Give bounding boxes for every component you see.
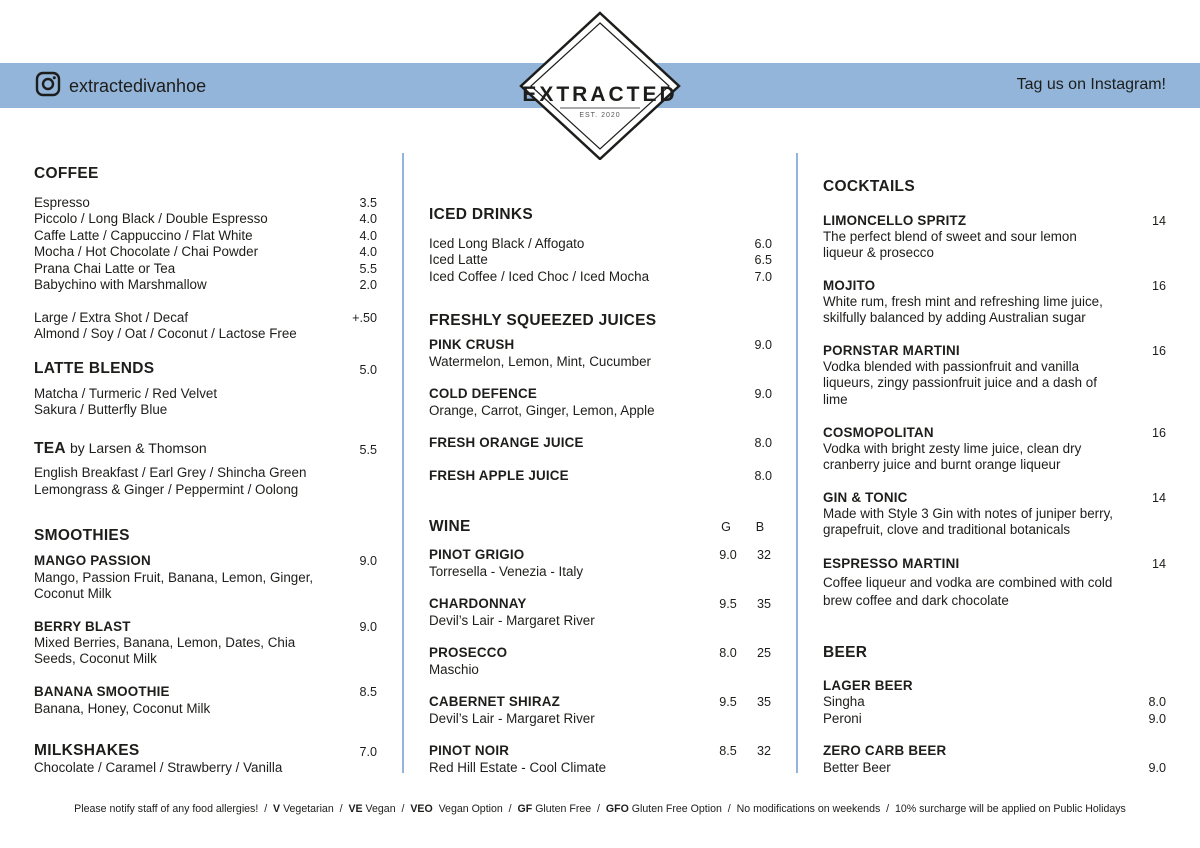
- logo-wordmark: EXTRACTED: [522, 83, 678, 106]
- smoothies-heading: SMOOTHIES: [34, 527, 130, 544]
- tea-subtitle: by Larsen & Thomson: [69, 440, 207, 456]
- column-divider-1: [402, 153, 404, 773]
- cocktail-price: 16: [1151, 426, 1166, 440]
- wine-bottle-price: 35: [756, 695, 771, 709]
- wine-name: PINOT GRIGIO: [429, 547, 525, 562]
- cocktail-price: 14: [1151, 557, 1166, 571]
- wine-bottle-price: 32: [756, 744, 771, 758]
- instagram-link[interactable]: [35, 72, 206, 100]
- beer-name: Peroni: [823, 711, 862, 726]
- coffee-item-name: Espresso: [34, 195, 90, 210]
- latte-blends-line: Matcha / Turmeric / Red Velvet: [34, 386, 218, 401]
- wine-glass-price: 9.5: [719, 597, 737, 611]
- latte-blends-heading: LATTE BLENDS: [34, 360, 155, 377]
- juices-heading: FRESHLY SQUEEZED JUICES: [429, 312, 657, 329]
- coffee-item-name: Mocha / Hot Chocolate / Chai Powder: [34, 244, 259, 259]
- milkshakes-flavours: Chocolate / Caramel / Strawberry / Vanilla: [34, 760, 283, 775]
- footer-dietary-notes: Please notify staff of any food allergies! / V Vegetarian / VE Vegan / VEO Vegan Option / GF Gluten Free / GFO Gluten Free Option / No modifications on weekends / 10% surcharge will be applied on Public Holidays: [74, 803, 1126, 815]
- cocktail-name: GIN & TONIC: [823, 490, 908, 505]
- juice-name: COLD DEFENCE: [429, 386, 538, 401]
- cocktail-description: Vodka with bright zesty lime juice, clean dry cranberry juice and burnt orange liqueur: [823, 441, 1082, 473]
- coffee-item-name: Caffe Latte / Cappuccino / Flat White: [34, 228, 253, 243]
- coffee-item-name: Piccolo / Long Black / Double Espresso: [34, 211, 268, 226]
- smoothie-description: Mixed Berries, Banana, Lemon, Dates, Chia Seeds, Coconut Milk: [34, 635, 296, 667]
- iced-item-name: Iced Coffee / Iced Choc / Iced Mocha: [429, 269, 650, 284]
- footer-code: GF: [517, 803, 533, 815]
- footer-label: Vegan: [365, 803, 396, 815]
- wine-name: PROSECCO: [429, 645, 508, 660]
- wine-description: Devil’s Lair - Margaret River: [429, 711, 595, 726]
- cocktails-heading: COCKTAILS: [823, 178, 915, 195]
- instagram-handle: extractedivanhoe: [69, 75, 207, 96]
- tea-price: 5.5: [359, 443, 377, 457]
- cocktail-description: White rum, fresh mint and refreshing lime juice, skilfully balanced by adding Australian sugar: [823, 294, 1103, 326]
- logo: [514, 10, 686, 160]
- cocktail-name: PORNSTAR MARTINI: [823, 343, 960, 358]
- iced-item-name: Iced Long Black / Affogato: [429, 236, 585, 251]
- juice-price: 8.0: [754, 436, 772, 450]
- wine-name: CHARDONNAY: [429, 596, 527, 611]
- tea-line: Lemongrass & Ginger / Peppermint / Oolong: [34, 482, 299, 497]
- wine-glass-column-header: G: [721, 520, 731, 534]
- cocktail-name: COSMOPOLITAN: [823, 425, 934, 440]
- beer-price: 9.0: [1148, 712, 1166, 726]
- tea-line: English Breakfast / Earl Grey / Shincha Green: [34, 465, 307, 480]
- smoothie-name: MANGO PASSION: [34, 553, 151, 568]
- coffee-item-price: 4.0: [359, 212, 377, 226]
- footer-label: Vegan Option: [438, 803, 503, 815]
- wine-glass-price: 9.0: [719, 548, 737, 562]
- footer-code: VE: [348, 803, 363, 815]
- coffee-item-price: 2.0: [359, 278, 377, 292]
- cocktail-name: LIMONCELLO SPRITZ: [823, 213, 967, 228]
- coffee-milk-options: Almond / Soy / Oat / Coconut / Lactose Free: [34, 326, 297, 341]
- footer-weekends-note: No modifications on weekends: [736, 803, 881, 815]
- cocktail-price: 16: [1151, 279, 1166, 293]
- footer-code: VEO: [410, 803, 433, 815]
- cocktail-description: Made with Style 3 Gin with notes of juniper berry, grapefruit, clove and traditional botanicals: [823, 506, 1114, 538]
- iced-item-price: 7.0: [754, 270, 772, 284]
- juice-price: 9.0: [754, 338, 772, 352]
- milkshakes-price: 7.0: [359, 745, 377, 759]
- wine-name: PINOT NOIR: [429, 743, 510, 758]
- juice-price: 9.0: [754, 387, 772, 401]
- beer-price: 9.0: [1148, 761, 1166, 775]
- juice-price: 8.0: [754, 469, 772, 483]
- beer-category: ZERO CARB BEER: [823, 743, 947, 758]
- footer-label: Gluten Free Option: [631, 803, 722, 815]
- beer-heading: BEER: [823, 644, 868, 661]
- footer-code: GFO: [605, 803, 629, 815]
- beer-name: Singha: [823, 694, 865, 709]
- coffee-item-price: 5.5: [359, 262, 377, 276]
- coffee-extras-price: +.50: [352, 311, 377, 325]
- beer-price: 8.0: [1148, 695, 1166, 709]
- cocktail-description: The perfect blend of sweet and sour lemon liqueur & prosecco: [823, 229, 1077, 261]
- wine-description: Maschio: [429, 662, 479, 677]
- coffee-extras-line: Large / Extra Shot / Decaf: [34, 310, 189, 325]
- cocktail-name: ESPRESSO MARTINI: [823, 556, 960, 571]
- wine-description: Red Hill Estate - Cool Climate: [429, 760, 607, 775]
- wine-bottle-price: 25: [756, 646, 771, 660]
- wine-heading: WINE: [429, 518, 471, 535]
- milkshakes-heading: MILKSHAKES: [34, 742, 140, 759]
- latte-blends-price: 5.0: [359, 363, 377, 377]
- iced-item-price: 6.0: [754, 237, 772, 251]
- wine-glass-price: 8.5: [719, 744, 737, 758]
- beer-name: Better Beer: [823, 760, 891, 775]
- smoothie-name: BANANA SMOOTHIE: [34, 684, 170, 699]
- footer-code: V: [273, 803, 281, 815]
- wine-bottle-column-header: B: [755, 520, 765, 534]
- cocktail-name: MOJITO: [823, 278, 876, 293]
- cocktail-description: Coffee liqueur and vodka are combined with cold brew coffee and dark chocolate: [823, 575, 1113, 608]
- juice-name: PINK CRUSH: [429, 337, 515, 352]
- coffee-item-name: Babychino with Marshmallow: [34, 277, 207, 292]
- cocktail-description: Vodka blended with passionfruit and vanilla liqueurs, zingy passionfruit juice and a dash of lime: [823, 359, 1097, 407]
- smoothie-price: 9.0: [359, 554, 377, 568]
- iced-item-price: 6.5: [754, 253, 772, 267]
- coffee-heading: COFFEE: [34, 165, 99, 182]
- smoothie-price: 8.5: [359, 685, 377, 699]
- wine-bottle-price: 35: [756, 597, 771, 611]
- juice-description: Watermelon, Lemon, Mint, Cucumber: [429, 354, 652, 369]
- footer-surcharge-note: 10% surcharge will be applied on Public Holidays: [894, 803, 1126, 815]
- column-divider-2: [796, 153, 798, 773]
- latte-blends-line: Sakura / Butterfly Blue: [34, 402, 168, 417]
- cocktail-price: 14: [1151, 491, 1166, 505]
- smoothie-name: BERRY BLAST: [34, 619, 131, 634]
- smoothie-description: Mango, Passion Fruit, Banana, Lemon, Ginger, Coconut Milk: [34, 570, 314, 602]
- instagram-tagline: Tag us on Instagram!: [1016, 76, 1166, 93]
- coffee-item-price: 4.0: [359, 245, 377, 259]
- juice-name: FRESH APPLE JUICE: [429, 468, 569, 483]
- juice-name: FRESH ORANGE JUICE: [429, 435, 584, 450]
- coffee-item-price: 3.5: [359, 196, 377, 210]
- iced-drinks-heading: ICED DRINKS: [429, 206, 534, 223]
- smoothie-description: Banana, Honey, Coconut Milk: [34, 701, 211, 716]
- coffee-item-name: Prana Chai Latte or Tea: [34, 261, 176, 276]
- iced-item-name: Iced Latte: [429, 252, 488, 267]
- juice-description: Orange, Carrot, Ginger, Lemon, Apple: [429, 403, 655, 418]
- wine-glass-price: 9.5: [719, 695, 737, 709]
- footer-label: Gluten Free: [535, 803, 592, 815]
- smoothie-price: 9.0: [359, 620, 377, 634]
- footer-allergy-note: Please notify staff of any food allergies!: [74, 803, 259, 815]
- wine-name: CABERNET SHIRAZ: [429, 694, 560, 709]
- tea-title: TEA: [34, 440, 66, 457]
- beer-category: LAGER BEER: [823, 678, 913, 693]
- coffee-item-price: 4.0: [359, 229, 377, 243]
- wine-glass-price: 8.0: [719, 646, 737, 660]
- instagram-icon: [35, 71, 61, 102]
- footer-label: Vegetarian: [283, 803, 334, 815]
- cocktail-price: 14: [1151, 214, 1166, 228]
- cocktail-price: 16: [1151, 344, 1166, 358]
- logo-established: EST. 2020: [579, 112, 621, 119]
- tea-heading: [34, 440, 207, 458]
- wine-bottle-price: 32: [756, 548, 771, 562]
- wine-description: Devil’s Lair - Margaret River: [429, 613, 595, 628]
- wine-description: Torresella - Venezia - Italy: [429, 564, 584, 579]
